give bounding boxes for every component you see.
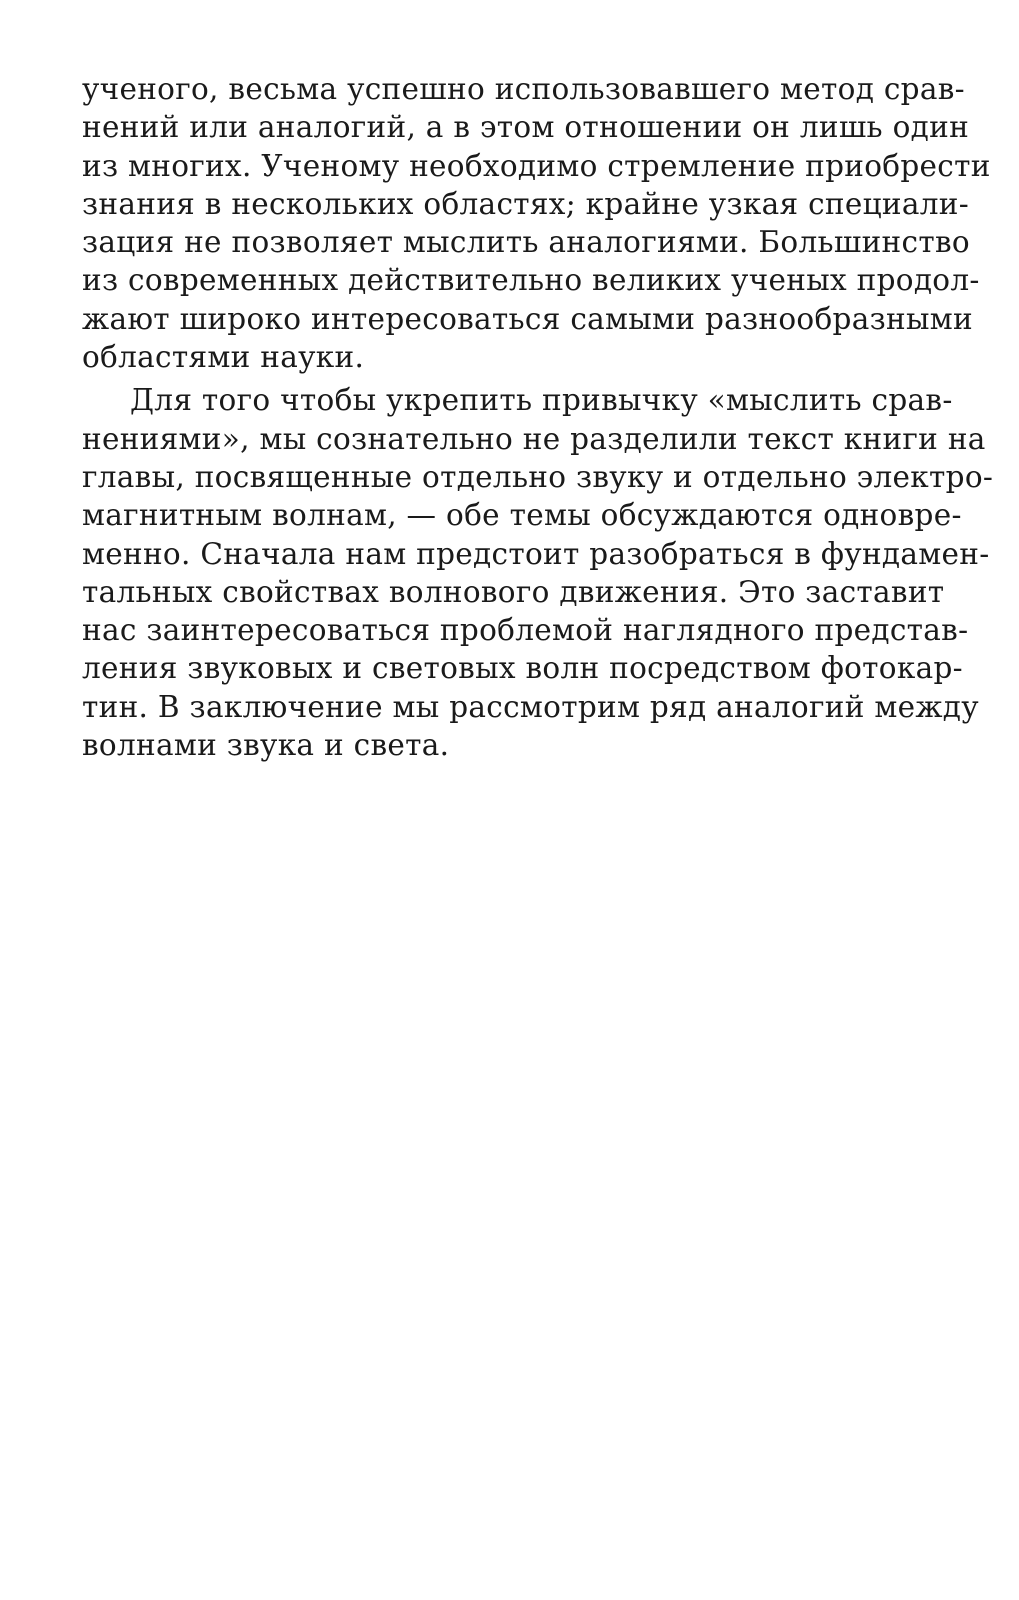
text-line: волнами звука и света.	[82, 728, 450, 763]
text-line: нас заинтересоваться проблемой наглядного представ-	[82, 613, 969, 648]
text-line: магнитным волнам, — обе темы обсуждаются одновре-	[82, 498, 962, 533]
text-line: нениями», мы сознательно не разделили текст книги на	[82, 421, 986, 456]
text-line: ления звуковых и световых волн посредством фотокар-	[82, 651, 963, 686]
text-line: жают широко интересоваться самыми разнообразными	[82, 301, 973, 336]
paragraph-2	[82, 381, 994, 764]
text-line: областями науки.	[82, 340, 365, 375]
text-line: тальных свойствах волнового движения. Это заставит	[82, 574, 945, 609]
paragraph-1	[82, 70, 991, 376]
text-line: из многих. Ученому необходимо стремление приобрести	[82, 148, 991, 183]
text-line: знания в нескольких областях; крайне узкая специали-	[82, 186, 970, 221]
body-text	[82, 70, 994, 764]
text-line: ученого, весьма успешно использовавшего метод срав-	[82, 72, 965, 106]
text-line: тин. В заключение мы рассмотрим ряд аналогий между	[82, 689, 979, 724]
text-line: из современных действительно великих ученых продол-	[82, 263, 980, 298]
text-line: зация не позволяет мыслить аналогиями. Большинство	[82, 225, 970, 260]
text-line: Для того чтобы укрепить привычку «мыслить срав-	[130, 383, 953, 418]
text-line: нений или аналогий, а в этом отношении он лишь один	[82, 110, 970, 145]
text-line: главы, посвященные отдельно звуку и отдельно электро-	[82, 459, 994, 494]
text-line: менно. Сначала нам предстоит разобраться в фундамен-	[82, 536, 990, 571]
